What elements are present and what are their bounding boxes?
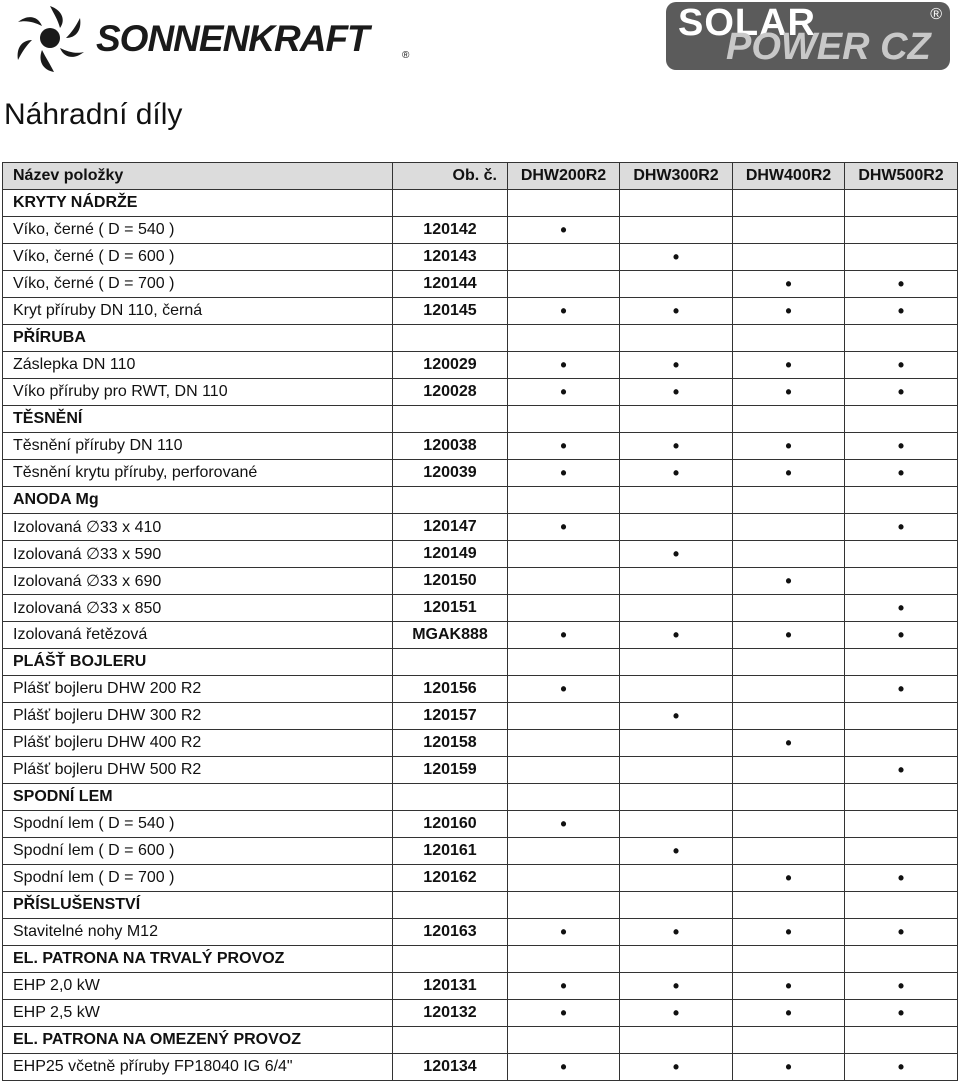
table-row xyxy=(3,703,958,730)
compatibility-dot: • xyxy=(733,865,845,892)
empty-cell xyxy=(508,1027,620,1054)
empty-cell xyxy=(845,1027,958,1054)
compatibility-dot: • xyxy=(508,622,620,649)
category-row xyxy=(3,1027,958,1054)
sonnenkraft-logo xyxy=(10,2,410,74)
part-name: Plášť bojleru DHW 200 R2 xyxy=(3,676,393,703)
category-label: SPODNÍ LEM xyxy=(3,784,393,811)
compatibility-dot: • xyxy=(508,379,620,406)
part-code: 120132 xyxy=(393,1000,508,1027)
empty-cell xyxy=(733,946,845,973)
col-header-code: Ob. č. xyxy=(393,163,508,190)
category-label: PŘÍRUBA xyxy=(3,325,393,352)
part-code: 120029 xyxy=(393,352,508,379)
compatibility-dot: • xyxy=(508,1054,620,1081)
part-code: 120039 xyxy=(393,460,508,487)
compatibility-dot: • xyxy=(733,1000,845,1027)
part-name: Izolovaná ∅33 x 690 xyxy=(3,568,393,595)
part-code: 120162 xyxy=(393,865,508,892)
part-code: 120131 xyxy=(393,973,508,1000)
empty-cell xyxy=(508,757,620,784)
compatibility-dot: • xyxy=(620,433,733,460)
table-row xyxy=(3,352,958,379)
empty-cell xyxy=(733,217,845,244)
empty-cell xyxy=(845,838,958,865)
part-name: Víko příruby pro RWT, DN 110 xyxy=(3,379,393,406)
empty-cell xyxy=(845,730,958,757)
empty-cell xyxy=(620,865,733,892)
compatibility-dot: • xyxy=(733,730,845,757)
compatibility-dot: • xyxy=(845,973,958,1000)
registered-mark: ® xyxy=(402,50,410,61)
compatibility-dot: • xyxy=(845,1000,958,1027)
empty-cell xyxy=(508,406,620,433)
empty-cell xyxy=(393,1027,508,1054)
table-row xyxy=(3,568,958,595)
col-header-name: Název položky xyxy=(3,163,393,190)
part-code: 120158 xyxy=(393,730,508,757)
part-code: MGAK888 xyxy=(393,622,508,649)
table-row xyxy=(3,541,958,568)
page-title: Náhradní díly xyxy=(4,98,183,131)
part-name: Spodní lem ( D = 600 ) xyxy=(3,838,393,865)
empty-cell xyxy=(508,244,620,271)
part-name: Plášť bojleru DHW 400 R2 xyxy=(3,730,393,757)
table-row xyxy=(3,460,958,487)
compatibility-dot: • xyxy=(733,433,845,460)
empty-cell xyxy=(508,190,620,217)
compatibility-dot: • xyxy=(845,1054,958,1081)
empty-cell xyxy=(733,838,845,865)
compatibility-dot: • xyxy=(508,676,620,703)
empty-cell xyxy=(393,649,508,676)
empty-cell xyxy=(845,703,958,730)
compatibility-dot: • xyxy=(508,460,620,487)
table-header-row xyxy=(3,163,958,190)
empty-cell xyxy=(620,892,733,919)
sun-swirl-icon xyxy=(10,2,94,74)
compatibility-dot: • xyxy=(845,622,958,649)
table-row xyxy=(3,217,958,244)
empty-cell xyxy=(845,649,958,676)
col-header-dhw400r2: DHW400R2 xyxy=(733,163,845,190)
table-row xyxy=(3,1054,958,1081)
empty-cell xyxy=(845,217,958,244)
empty-cell xyxy=(620,514,733,541)
table-row xyxy=(3,676,958,703)
part-code: 120150 xyxy=(393,568,508,595)
category-row xyxy=(3,487,958,514)
part-name: Spodní lem ( D = 540 ) xyxy=(3,811,393,838)
category-row xyxy=(3,325,958,352)
empty-cell xyxy=(620,406,733,433)
empty-cell xyxy=(620,271,733,298)
empty-cell xyxy=(620,757,733,784)
table-row xyxy=(3,1000,958,1027)
compatibility-dot: • xyxy=(733,271,845,298)
compatibility-dot: • xyxy=(733,568,845,595)
compatibility-dot: • xyxy=(620,973,733,1000)
empty-cell xyxy=(845,244,958,271)
empty-cell xyxy=(733,406,845,433)
category-row xyxy=(3,946,958,973)
empty-cell xyxy=(620,784,733,811)
empty-cell xyxy=(733,325,845,352)
compatibility-dot: • xyxy=(620,1054,733,1081)
compatibility-dot: • xyxy=(845,919,958,946)
empty-cell xyxy=(508,271,620,298)
part-code: 120147 xyxy=(393,514,508,541)
compatibility-dot: • xyxy=(508,298,620,325)
empty-cell xyxy=(733,1027,845,1054)
part-code: 120028 xyxy=(393,379,508,406)
empty-cell xyxy=(508,865,620,892)
empty-cell xyxy=(508,487,620,514)
category-row xyxy=(3,892,958,919)
category-label: PŘÍSLUŠENSTVÍ xyxy=(3,892,393,919)
compatibility-dot: • xyxy=(620,838,733,865)
col-header-dhw200r2: DHW200R2 xyxy=(508,163,620,190)
empty-cell xyxy=(845,190,958,217)
empty-cell xyxy=(508,568,620,595)
compatibility-dot: • xyxy=(733,298,845,325)
logo-line-power: POWER CZ xyxy=(726,26,931,68)
part-name: Stavitelné nohy M12 xyxy=(3,919,393,946)
col-header-dhw300r2: DHW300R2 xyxy=(620,163,733,190)
compatibility-dot: • xyxy=(508,1000,620,1027)
compatibility-dot: • xyxy=(845,865,958,892)
table-row xyxy=(3,298,958,325)
empty-cell xyxy=(620,595,733,622)
spare-parts-table xyxy=(2,162,958,1081)
category-label: ANODA Mg xyxy=(3,487,393,514)
compatibility-dot: • xyxy=(620,1000,733,1027)
table-row xyxy=(3,622,958,649)
col-header-dhw500r2: DHW500R2 xyxy=(845,163,958,190)
part-name: Těsnění krytu příruby, perforované xyxy=(3,460,393,487)
empty-cell xyxy=(845,406,958,433)
compatibility-dot: • xyxy=(508,352,620,379)
empty-cell xyxy=(393,190,508,217)
part-name: EHP 2,5 kW xyxy=(3,1000,393,1027)
compatibility-dot: • xyxy=(508,919,620,946)
compatibility-dot: • xyxy=(620,622,733,649)
empty-cell xyxy=(733,703,845,730)
part-name: Víko, černé ( D = 540 ) xyxy=(3,217,393,244)
part-code: 120149 xyxy=(393,541,508,568)
table-row xyxy=(3,271,958,298)
compatibility-dot: • xyxy=(620,298,733,325)
compatibility-dot: • xyxy=(845,514,958,541)
part-code: 120163 xyxy=(393,919,508,946)
empty-cell xyxy=(393,946,508,973)
compatibility-dot: • xyxy=(508,514,620,541)
part-name: Izolovaná ∅33 x 410 xyxy=(3,514,393,541)
empty-cell xyxy=(508,649,620,676)
part-name: Víko, černé ( D = 600 ) xyxy=(3,244,393,271)
category-row xyxy=(3,784,958,811)
empty-cell xyxy=(620,811,733,838)
compatibility-dot: • xyxy=(620,379,733,406)
table-row xyxy=(3,865,958,892)
part-code: 120144 xyxy=(393,271,508,298)
compatibility-dot: • xyxy=(508,433,620,460)
compatibility-dot: • xyxy=(845,352,958,379)
empty-cell xyxy=(620,946,733,973)
empty-cell xyxy=(620,568,733,595)
compatibility-dot: • xyxy=(845,271,958,298)
empty-cell xyxy=(733,757,845,784)
empty-cell xyxy=(620,325,733,352)
part-code: 120134 xyxy=(393,1054,508,1081)
compatibility-dot: • xyxy=(733,622,845,649)
category-label: TĚSNĚNÍ xyxy=(3,406,393,433)
compatibility-dot: • xyxy=(620,352,733,379)
category-label: PLÁŠŤ BOJLERU xyxy=(3,649,393,676)
part-code: 120161 xyxy=(393,838,508,865)
empty-cell xyxy=(620,676,733,703)
empty-cell xyxy=(620,190,733,217)
empty-cell xyxy=(508,541,620,568)
compatibility-dot: • xyxy=(845,595,958,622)
table-row xyxy=(3,244,958,271)
empty-cell xyxy=(733,595,845,622)
empty-cell xyxy=(733,784,845,811)
part-name: Kryt příruby DN 110, černá xyxy=(3,298,393,325)
compatibility-dot: • xyxy=(733,973,845,1000)
category-row xyxy=(3,406,958,433)
empty-cell xyxy=(508,703,620,730)
part-name: EHP25 včetně příruby FP18040 IG 6/4" xyxy=(3,1054,393,1081)
part-name: Těsnění příruby DN 110 xyxy=(3,433,393,460)
empty-cell xyxy=(845,568,958,595)
compatibility-dot: • xyxy=(620,919,733,946)
part-code: 120142 xyxy=(393,217,508,244)
table-body xyxy=(3,190,958,1081)
part-code: 120145 xyxy=(393,298,508,325)
part-name: Plášť bojleru DHW 300 R2 xyxy=(3,703,393,730)
part-code: 120160 xyxy=(393,811,508,838)
compatibility-dot: • xyxy=(508,973,620,1000)
empty-cell xyxy=(620,487,733,514)
empty-cell xyxy=(845,946,958,973)
empty-cell xyxy=(845,325,958,352)
empty-cell xyxy=(508,784,620,811)
part-name: Spodní lem ( D = 700 ) xyxy=(3,865,393,892)
empty-cell xyxy=(733,676,845,703)
empty-cell xyxy=(393,784,508,811)
empty-cell xyxy=(733,649,845,676)
empty-cell xyxy=(845,487,958,514)
part-name: Izolovaná ∅33 x 590 xyxy=(3,541,393,568)
part-code: 120038 xyxy=(393,433,508,460)
empty-cell xyxy=(845,541,958,568)
empty-cell xyxy=(733,244,845,271)
part-name: Víko, černé ( D = 700 ) xyxy=(3,271,393,298)
empty-cell xyxy=(733,514,845,541)
empty-cell xyxy=(845,811,958,838)
table-row xyxy=(3,595,958,622)
empty-cell xyxy=(845,784,958,811)
table-row xyxy=(3,514,958,541)
compatibility-dot: • xyxy=(508,217,620,244)
empty-cell xyxy=(393,406,508,433)
empty-cell xyxy=(845,892,958,919)
compatibility-dot: • xyxy=(845,379,958,406)
compatibility-dot: • xyxy=(845,298,958,325)
empty-cell xyxy=(620,730,733,757)
compatibility-dot: • xyxy=(733,352,845,379)
compatibility-dot: • xyxy=(845,460,958,487)
table-row xyxy=(3,433,958,460)
part-code: 120157 xyxy=(393,703,508,730)
part-code: 120143 xyxy=(393,244,508,271)
compatibility-dot: • xyxy=(733,379,845,406)
empty-cell xyxy=(733,811,845,838)
compatibility-dot: • xyxy=(733,460,845,487)
compatibility-dot: • xyxy=(733,919,845,946)
sonnenkraft-wordmark: SONNENKRAFT xyxy=(96,18,369,59)
table-row xyxy=(3,379,958,406)
part-code: 120159 xyxy=(393,757,508,784)
empty-cell xyxy=(508,730,620,757)
part-name: Izolovaná řetězová xyxy=(3,622,393,649)
solar-power-cz-logo xyxy=(666,2,950,70)
part-name: Izolovaná ∅33 x 850 xyxy=(3,595,393,622)
table-row xyxy=(3,730,958,757)
compatibility-dot: • xyxy=(620,460,733,487)
category-row xyxy=(3,649,958,676)
category-label: EL. PATRONA NA TRVALÝ PROVOZ xyxy=(3,946,393,973)
compatibility-dot: • xyxy=(620,703,733,730)
table-row xyxy=(3,757,958,784)
compatibility-dot: • xyxy=(508,811,620,838)
part-name: Záslepka DN 110 xyxy=(3,352,393,379)
category-row xyxy=(3,190,958,217)
part-name: Plášť bojleru DHW 500 R2 xyxy=(3,757,393,784)
empty-cell xyxy=(620,1027,733,1054)
table-row xyxy=(3,919,958,946)
table-row xyxy=(3,838,958,865)
empty-cell xyxy=(508,595,620,622)
empty-cell xyxy=(620,217,733,244)
table-row xyxy=(3,811,958,838)
empty-cell xyxy=(393,325,508,352)
empty-cell xyxy=(508,946,620,973)
compatibility-dot: • xyxy=(620,541,733,568)
empty-cell xyxy=(508,838,620,865)
category-label: EL. PATRONA NA OMEZENÝ PROVOZ xyxy=(3,1027,393,1054)
compatibility-dot: • xyxy=(845,676,958,703)
registered-mark: ® xyxy=(930,6,942,23)
category-label: KRYTY NÁDRŽE xyxy=(3,190,393,217)
empty-cell xyxy=(620,649,733,676)
empty-cell xyxy=(733,541,845,568)
compatibility-dot: • xyxy=(620,244,733,271)
compatibility-dot: • xyxy=(845,757,958,784)
empty-cell xyxy=(733,190,845,217)
compatibility-dot: • xyxy=(845,433,958,460)
compatibility-dot: • xyxy=(733,1054,845,1081)
empty-cell xyxy=(733,487,845,514)
empty-cell xyxy=(733,892,845,919)
empty-cell xyxy=(508,325,620,352)
part-code: 120156 xyxy=(393,676,508,703)
table-row xyxy=(3,973,958,1000)
empty-cell xyxy=(393,892,508,919)
part-code: 120151 xyxy=(393,595,508,622)
part-name: EHP 2,0 kW xyxy=(3,973,393,1000)
empty-cell xyxy=(508,892,620,919)
logo-line-solar: SOLAR xyxy=(678,2,816,44)
empty-cell xyxy=(393,487,508,514)
